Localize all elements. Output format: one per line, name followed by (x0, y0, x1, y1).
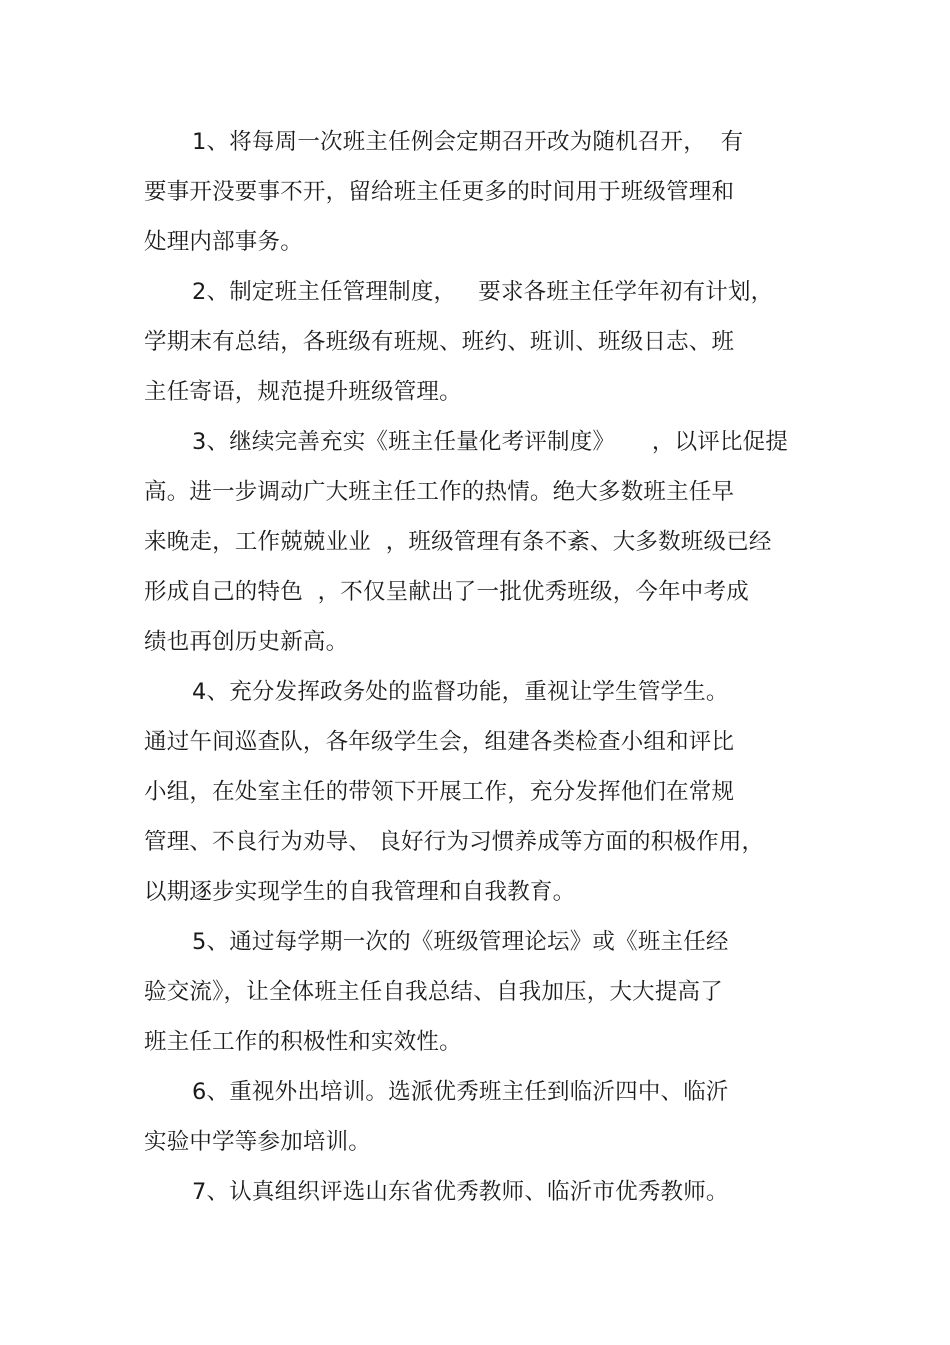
paragraph-3-line-2: 高。进一步调动广大班主任工作的热情。绝大多数班主任早 (144, 479, 735, 505)
paragraph-4-line-4: 管理、不良行为劝导、 良好行为习惯养成等方面的积极作用， (144, 829, 765, 855)
paragraph-6-line-1: 6、重视外出培训。选派优秀班主任到临沂四中、临沂 (192, 1079, 729, 1105)
paragraph-1-line-3: 处理内部事务。 (144, 229, 303, 255)
paragraph-2-line-1: 2、制定班主任管理制度， 要求各班主任学年初有计划， (192, 279, 774, 305)
paragraph-2-line-2: 学期末有总结，各班级有班规、班约、班训、班级日志、班 (144, 329, 735, 355)
paragraph-2-line-3: 主任寄语，规范提升班级管理。 (144, 379, 462, 405)
paragraph-4-line-1: 4、充分发挥政务处的监督功能，重视让学生管学生。 (192, 679, 729, 705)
paragraph-3-line-1: 3、继续完善充实《班主任量化考评制度》 ，以评比促提 (192, 429, 789, 455)
paragraph-4-line-2: 通过午间巡查队，各年级学生会，组建各类检查小组和评比 (144, 729, 735, 755)
paragraph-5-line-1: 5、通过每学期一次的《班级管理论坛》或《班主任经 (192, 929, 729, 955)
paragraph-3-line-4: 形成自己的特色 ，不仅呈献出了一批优秀班级，今年中考成 (144, 579, 749, 605)
paragraph-6-line-2: 实验中学等参加培训。 (144, 1129, 372, 1155)
paragraph-4-line-5: 以期逐步实现学生的自我管理和自我教育。 (144, 879, 576, 905)
paragraph-5-line-3: 班主任工作的积极性和实效性。 (144, 1029, 462, 1055)
paragraph-3-line-3: 来晚走，工作兢兢业业 ，班级管理有条不紊、大多数班级已经 (144, 529, 772, 555)
paragraph-4-line-3: 小组，在处室主任的带领下开展工作，充分发挥他们在常规 (144, 779, 735, 805)
paragraph-7-line-1: 7、认真组织评选山东省优秀教师、临沂市优秀教师。 (192, 1179, 729, 1205)
paragraph-3-line-5: 绩也再创历史新高。 (144, 629, 349, 655)
paragraph-5-line-2: 验交流》，让全体班主任自我总结、自我加压，大大提高了 (144, 979, 723, 1005)
paragraph-1-line-1: 1、将每周一次班主任例会定期召开改为随机召开， 有 (192, 129, 744, 155)
paragraph-1-line-2: 要事开没要事不开，留给班主任更多的时间用于班级管理和 (144, 179, 735, 205)
